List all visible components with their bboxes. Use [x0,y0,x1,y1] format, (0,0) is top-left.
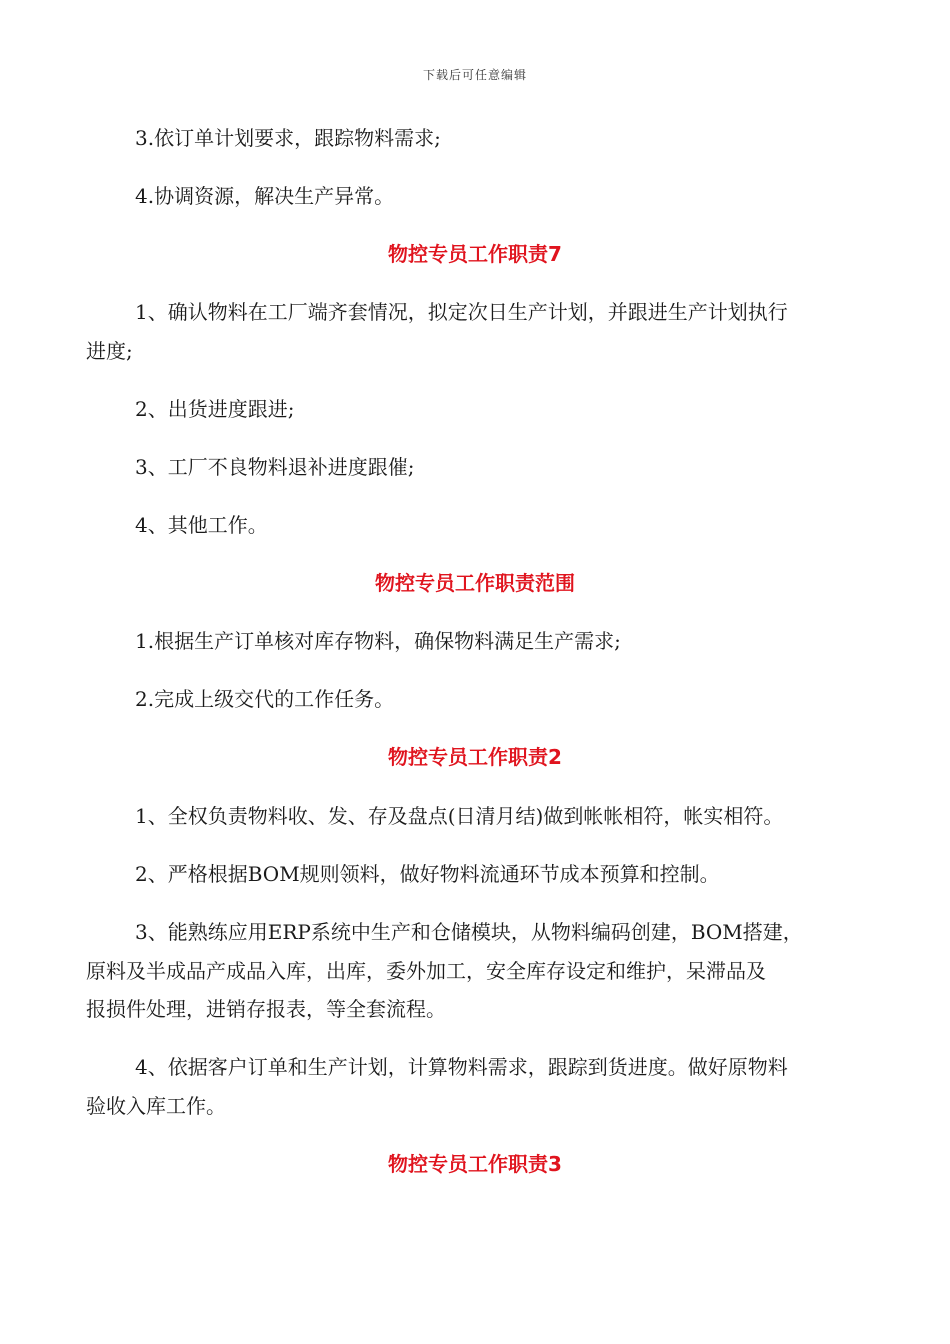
paragraph-line: 3、能熟练应用ERP系统中生产和仓储模块，从物料编码创建，BOM搭建， [135,920,803,944]
page-watermark: 下载后可任意编辑 [422,68,527,82]
paragraph-line: 1.根据生产订单核对库存物料，确保物料满足生产需求; [135,629,621,653]
paragraph-line: 3、工厂不良物料退补进度跟催; [135,455,415,479]
paragraph-line: 2、出货进度跟进; [135,397,295,421]
paragraph-line: 报损件处理，进销存报表，等全套流程。 [86,997,446,1021]
paragraph-line: 4、其他工作。 [135,513,268,537]
paragraph-line: 3.依订单计划要求，跟踪物料需求; [135,126,441,150]
paragraph-line: 原料及半成品产成品入库，出库，委外加工，安全库存设定和维护，呆滞品及 [86,959,766,983]
paragraph-line: 1、确认物料在工厂端齐套情况，拟定次日生产计划，并跟进生产计划执行 [135,300,788,324]
section-heading: 物控专员工作职责2 [388,745,562,769]
paragraph-line: 2、严格根据BOM规则领料，做好物料流通环节成本预算和控制。 [135,862,720,886]
paragraph-line: 进度; [86,339,133,363]
paragraph-line: 4.协调资源，解决生产异常。 [135,184,395,208]
paragraph-line: 4、依据客户订单和生产计划，计算物料需求，跟踪到货进度。做好原物料 [135,1055,788,1079]
section-heading: 物控专员工作职责7 [388,242,562,266]
paragraph-line: 验收入库工作。 [86,1094,226,1118]
section-heading: 物控专员工作职责范围 [375,571,575,595]
paragraph-line: 2.完成上级交代的工作任务。 [135,687,395,711]
section-heading: 物控专员工作职责3 [388,1152,562,1176]
paragraph-line: 1、全权负责物料收、发、存及盘点(日清月结)做到帐帐相符，帐实相符。 [135,804,784,828]
